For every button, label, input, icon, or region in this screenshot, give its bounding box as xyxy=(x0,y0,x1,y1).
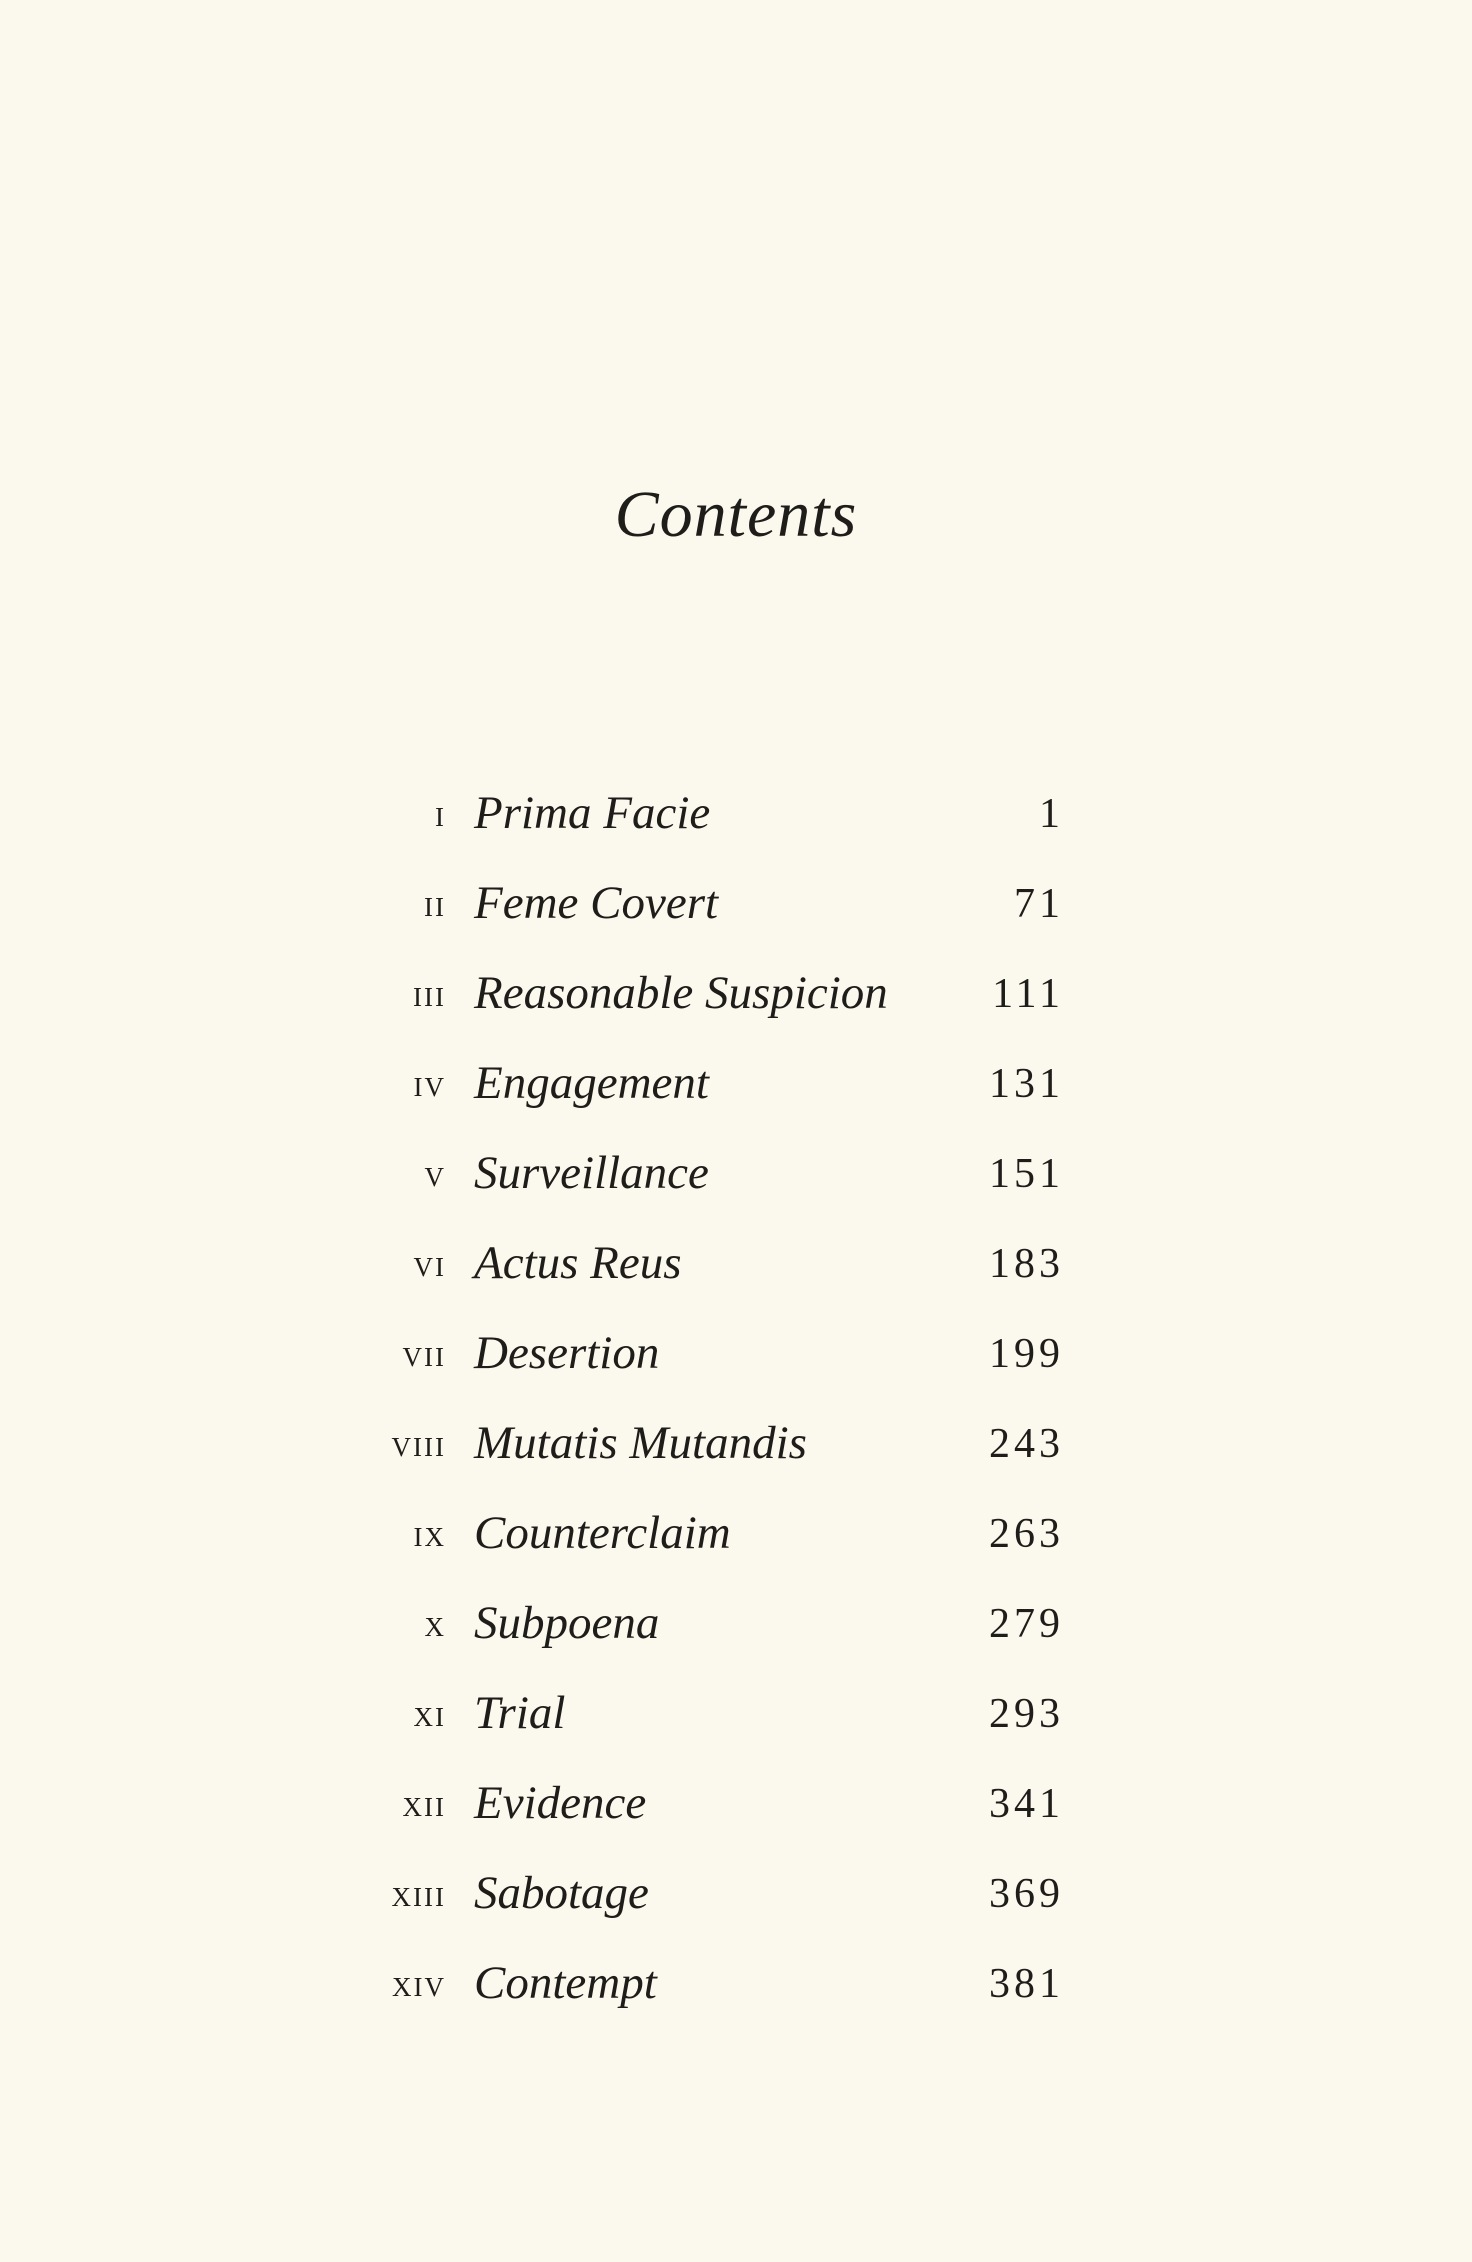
chapter-page-number: 199 xyxy=(989,1331,1064,1377)
chapter-numeral: vi xyxy=(413,1243,446,1285)
chapter-title: Counterclaim xyxy=(474,1507,731,1559)
chapter-title: Desertion xyxy=(474,1327,660,1379)
chapter-numeral: xiii xyxy=(391,1873,446,1915)
chapter-numeral: ix xyxy=(413,1513,446,1555)
toc-entry xyxy=(0,1221,1472,1311)
chapter-title: Actus Reus xyxy=(474,1237,682,1289)
chapter-page-number: 151 xyxy=(989,1151,1064,1197)
chapter-page-number: 263 xyxy=(989,1511,1064,1557)
table-of-contents xyxy=(0,771,1472,2031)
toc-entry xyxy=(0,771,1472,861)
chapter-numeral: iii xyxy=(413,973,446,1015)
chapter-numeral: i xyxy=(435,793,446,835)
chapter-numeral: xii xyxy=(402,1783,446,1825)
chapter-numeral: x xyxy=(424,1603,446,1645)
chapter-numeral: xi xyxy=(413,1693,446,1735)
chapter-title: Surveillance xyxy=(474,1147,709,1199)
chapter-page-number: 369 xyxy=(989,1871,1064,1917)
toc-entry xyxy=(0,1311,1472,1401)
toc-entry xyxy=(0,1761,1472,1851)
chapter-title: Feme Covert xyxy=(474,877,719,929)
chapter-numeral: iv xyxy=(413,1063,446,1105)
chapter-numeral: v xyxy=(424,1153,446,1195)
toc-entry xyxy=(0,1401,1472,1491)
toc-entry xyxy=(0,1491,1472,1581)
page-title: Contents xyxy=(614,478,858,551)
chapter-page-number: 111 xyxy=(992,971,1064,1017)
chapter-page-number: 71 xyxy=(1014,881,1064,927)
chapter-numeral: vii xyxy=(402,1333,446,1375)
toc-entry xyxy=(0,1941,1472,2031)
chapter-numeral: viii xyxy=(391,1423,446,1465)
toc-entry xyxy=(0,1131,1472,1221)
toc-entry xyxy=(0,951,1472,1041)
chapter-title: Prima Facie xyxy=(474,787,711,839)
chapter-page-number: 293 xyxy=(989,1691,1064,1737)
chapter-page-number: 1 xyxy=(1039,791,1064,837)
chapter-numeral: ii xyxy=(424,883,446,925)
toc-entry xyxy=(0,1671,1472,1761)
chapter-title: Mutatis Mutandis xyxy=(474,1417,807,1469)
chapter-page-number: 131 xyxy=(989,1061,1064,1107)
chapter-page-number: 279 xyxy=(989,1601,1064,1647)
chapter-title: Reasonable Suspicion xyxy=(474,967,888,1019)
toc-entry xyxy=(0,1581,1472,1671)
toc-entry xyxy=(0,861,1472,951)
chapter-page-number: 381 xyxy=(989,1961,1064,2007)
chapter-numeral: xiv xyxy=(392,1963,446,2005)
chapter-title: Trial xyxy=(474,1687,566,1739)
toc-entry xyxy=(0,1041,1472,1131)
chapter-page-number: 243 xyxy=(989,1421,1064,1467)
chapter-title: Subpoena xyxy=(474,1597,660,1649)
chapter-title: Engagement xyxy=(474,1057,709,1109)
toc-entry xyxy=(0,1851,1472,1941)
chapter-title: Sabotage xyxy=(474,1867,649,1919)
chapter-title: Evidence xyxy=(474,1777,647,1829)
chapter-title: Contempt xyxy=(474,1957,657,2009)
chapter-page-number: 341 xyxy=(989,1781,1064,1827)
chapter-page-number: 183 xyxy=(989,1241,1064,1287)
